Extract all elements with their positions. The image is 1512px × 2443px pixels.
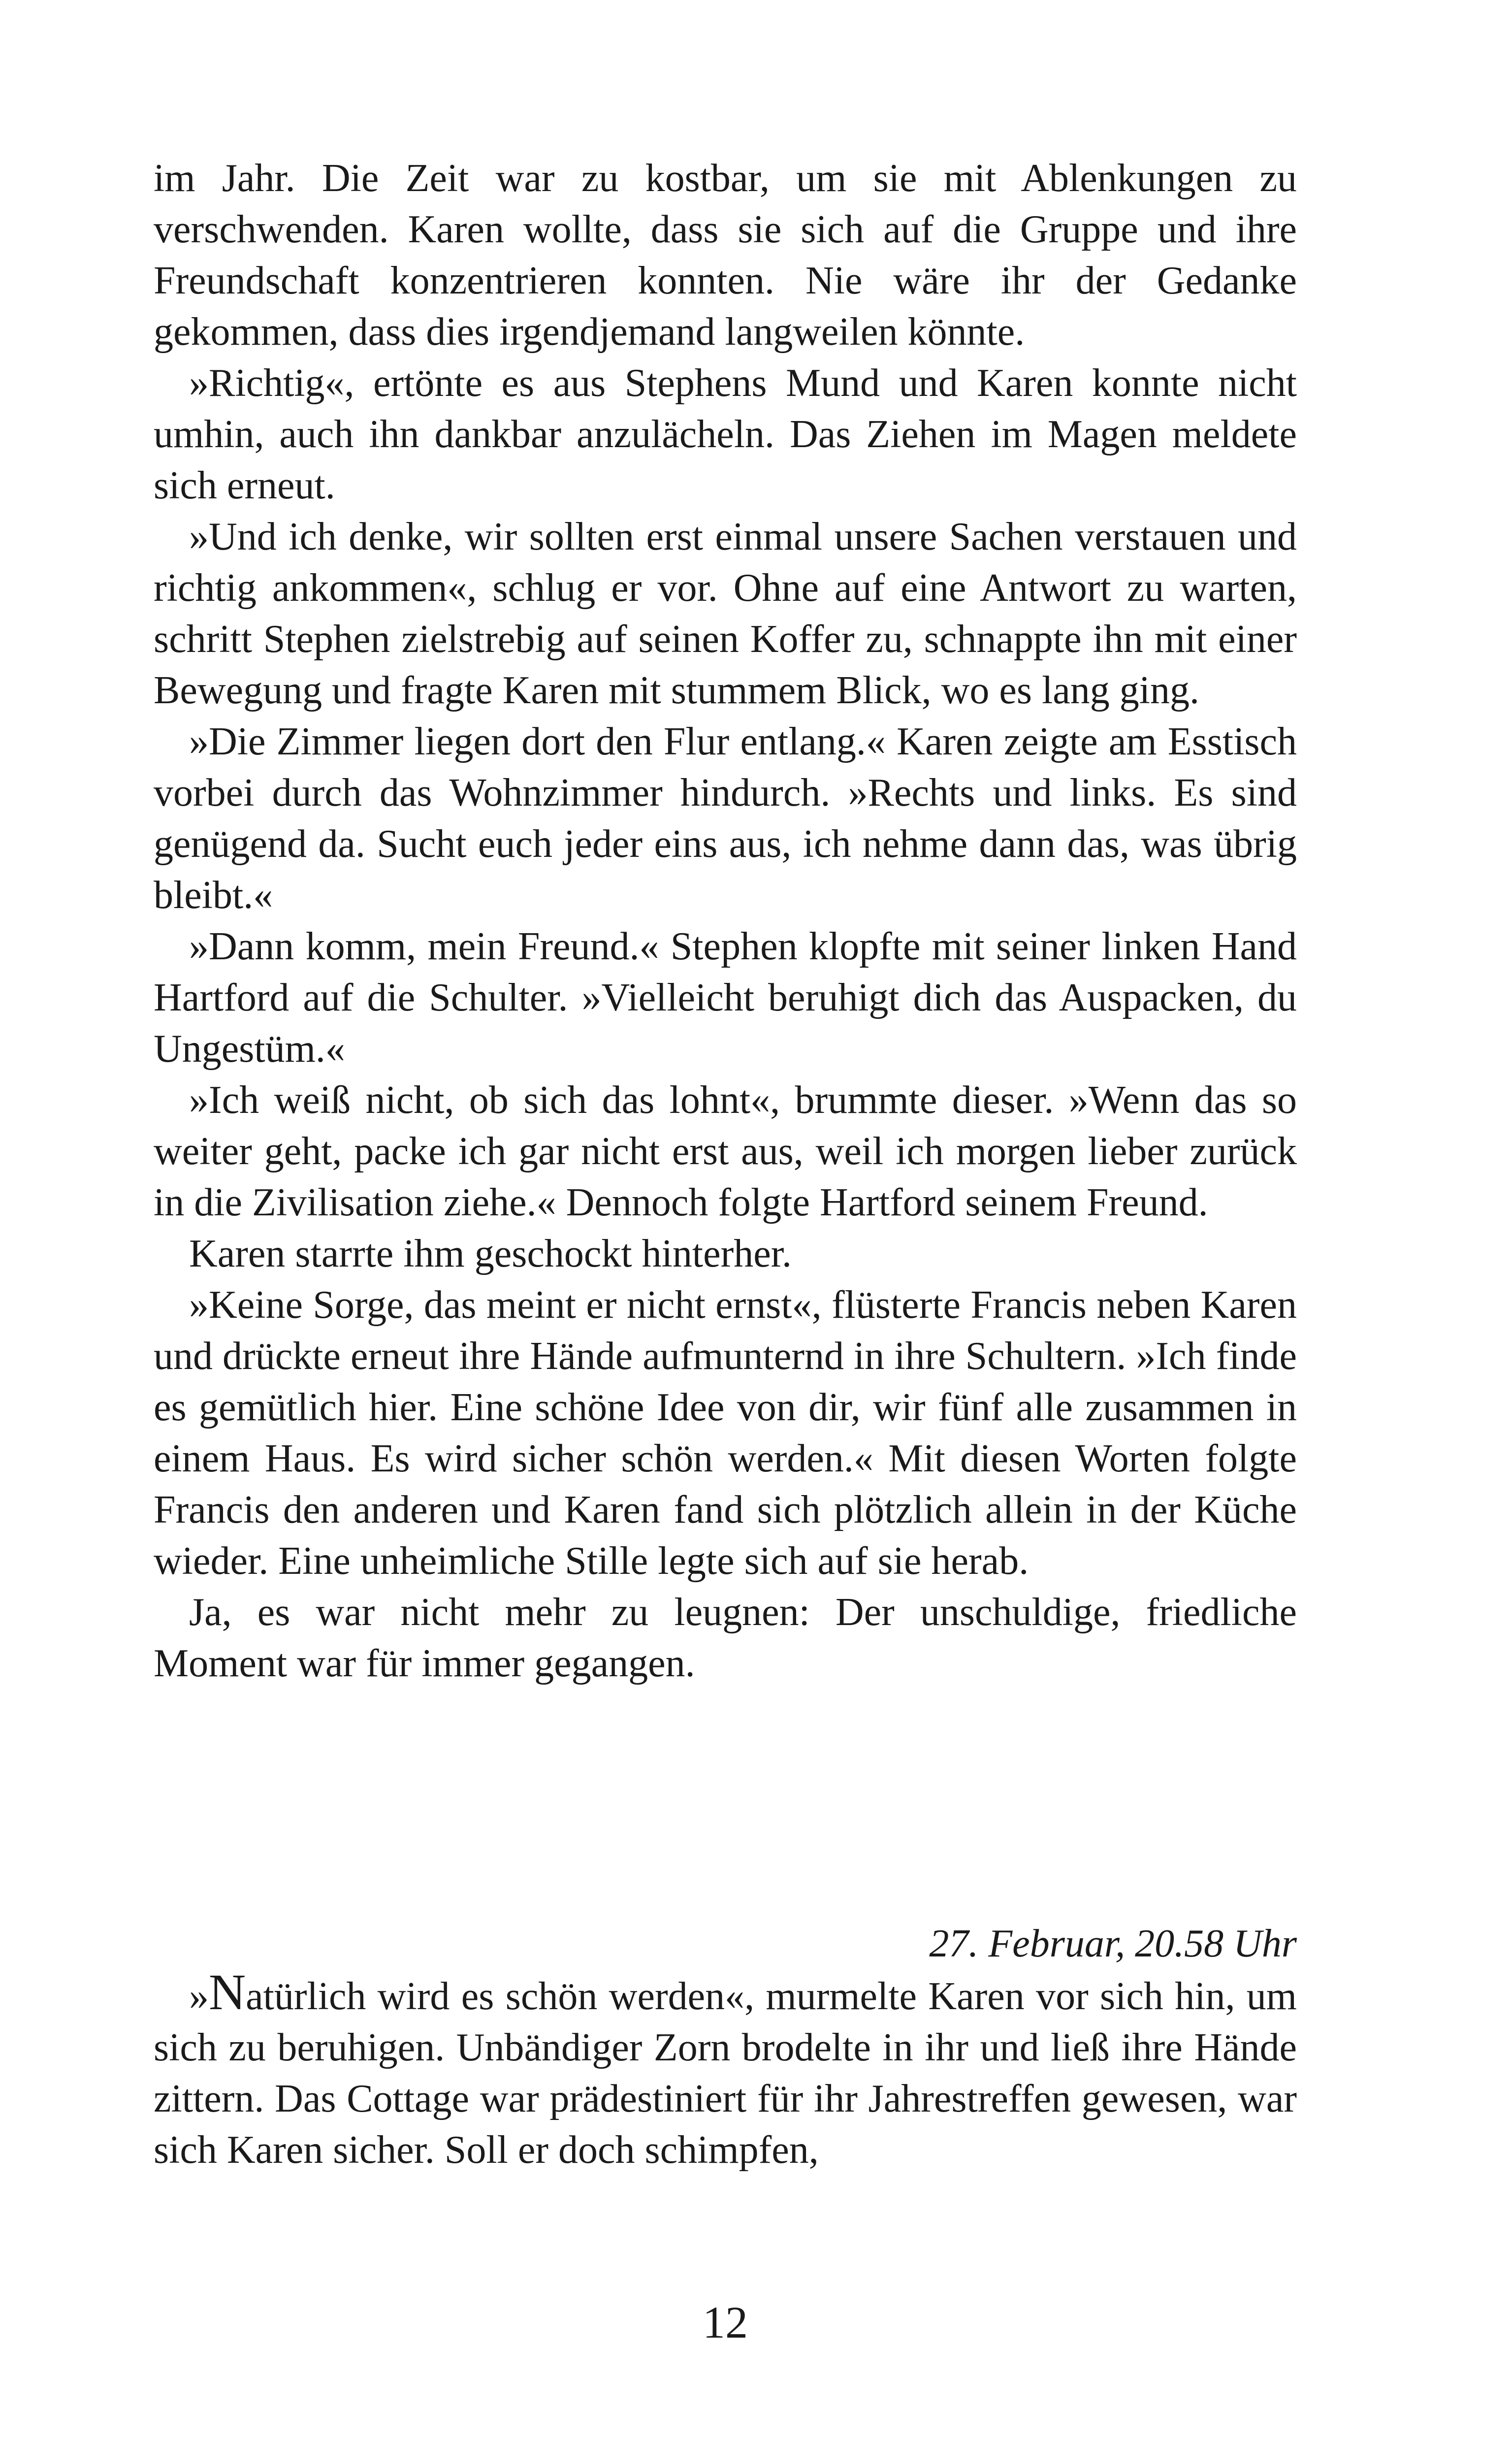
page-number: 12	[703, 2297, 748, 2347]
scene-timestamp: 27. Februar, 20.58 Uhr	[929, 1922, 1297, 1965]
body-text	[154, 153, 1297, 1689]
paragraph: »Die Zimmer liegen dort den Flur entlang.« Karen zeigte am Esstisch vorbei durch das Wohnzimmer hindurch. »Rechts und links. Es sind genügend da. Sucht euch jeder eins aus, ich nehme dann das, was übrig bleibt.«	[154, 720, 1297, 917]
paragraph: »Richtig«, ertönte es aus Stephens Mund und Karen konnte nicht umhin, auch ihn dankbar anzulächeln. Das Ziehen im Magen meldete sich erneut.	[154, 361, 1297, 507]
paragraph: »Ich weiß nicht, ob sich das lohnt«, brummte dieser. »Wenn das so weiter geht, packe ich gar nicht erst aus, weil ich morgen lieber zurück in die Zivilisation ziehe.« Dennoch folgte Hartford seinem Freund.	[154, 1078, 1297, 1224]
scene-paragraph-text: atürlich wird es schön werden«, murmelte Karen vor sich hin, um sich zu beruhigen. Unbändiger Zorn brodelte in ihr und ließ ihre Hände zittern. Das Cottage war prädestiniert für ihr Jahrestreffen gewesen, war sich Karen sicher. Soll er doch schimpfen,	[154, 1975, 1297, 2172]
scene-text	[154, 1964, 1297, 2176]
paragraph: »Dann komm, mein Freund.« Stephen klopfte mit seiner linken Hand Hartford auf die Schulter. »Vielleicht beruhigt dich das Auspacken, du Ungestüm.«	[154, 925, 1297, 1071]
paragraph: »Und ich denke, wir sollten erst einmal unsere Sachen verstauen und richtig ankommen«, schlug er vor. Ohne auf eine Antwort zu warten, schritt Stephen zielstrebig auf seinen Koffer zu, schnappte ihn mit einer Bewegung und fragte Karen mit stummem Blick, wo es lang ging.	[154, 515, 1297, 712]
paragraph: im Jahr. Die Zeit war zu kostbar, um sie mit Ablenkungen zu verschwenden. Karen wollte, dass sie sich auf die Gruppe und ihre Freundschaft konzentrieren konnten. Nie wäre ihr der Gedanke gekommen, dass dies irgendjemand langweilen könnte.	[154, 157, 1297, 354]
scene-opening-paragraph	[154, 1964, 1297, 2176]
opening-quote: »	[189, 1975, 209, 2018]
dropcap-letter: N	[209, 1964, 246, 2020]
paragraph: »Keine Sorge, das meint er nicht ernst«, flüsterte Francis neben Karen und drückte erneut ihre Hände aufmunternd in ihre Schultern. »Ich finde es gemütlich hier. Eine schöne Idee von dir, wir fünf alle zusammen in einem Haus. Es wird sicher schön werden.« Mit diesen Worten folgte Francis den anderen und Karen fand sich plötzlich allein in der Küche wieder. Eine unheimliche Stille legte sich auf sie herab.	[154, 1283, 1297, 1583]
paragraph: Karen starrte ihm geschockt hinterher.	[189, 1232, 792, 1275]
paragraph: Ja, es war nicht mehr zu leugnen: Der unschuldige, friedliche Moment war für immer gegangen.	[154, 1591, 1297, 1685]
